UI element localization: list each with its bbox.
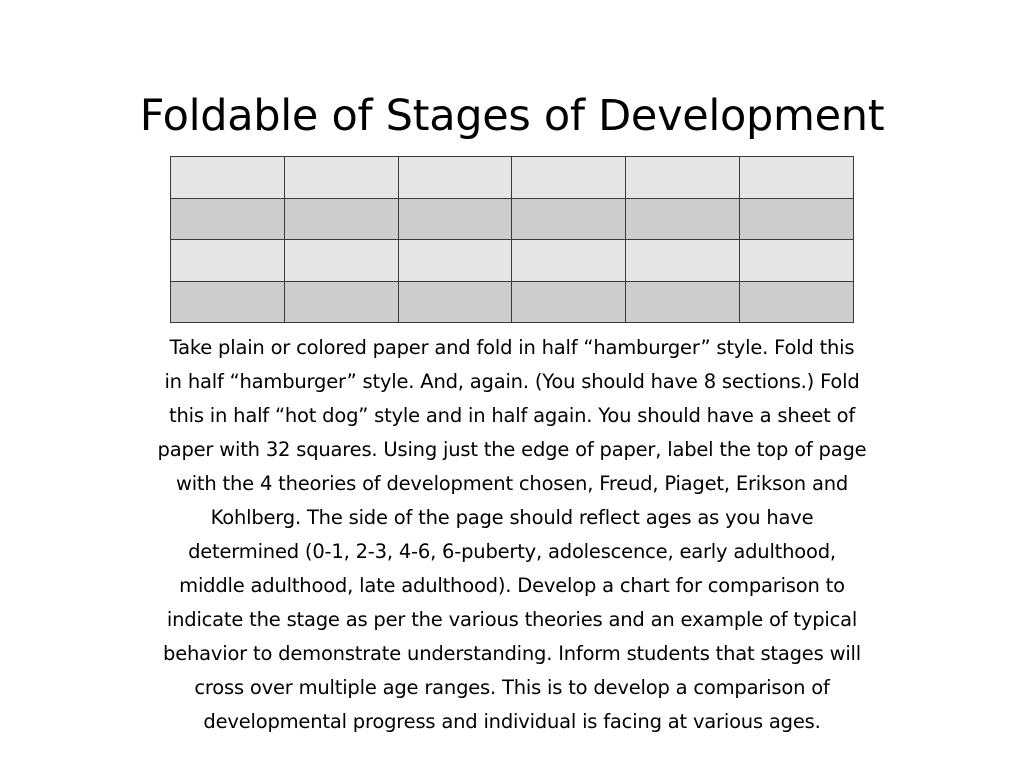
grid-cell [398,198,512,240]
grid-cell [284,198,398,240]
instruction-line: Kohlberg. The side of the page should reflect ages as you have [210,506,814,529]
grid-row [171,157,854,199]
instruction-line: in half “hamburger” style. And, again. (You should have 8 sections.) Fold [164,370,860,393]
grid-row [171,240,854,282]
instruction-line: with the 4 theories of development chosen, Freud, Piaget, Erikson and [175,472,849,495]
instructions-text [50,331,974,739]
grid-cell [284,157,398,199]
grid-row [171,198,854,240]
grid-cell [284,281,398,323]
instruction-line: paper with 32 squares. Using just the edge of paper, label the top of page [157,438,867,461]
grid-cell [740,198,854,240]
grid-cell [284,240,398,282]
instruction-line: Take plain or colored paper and fold in half “hamburger” style. Fold this [169,336,855,359]
grid-cell [740,281,854,323]
foldable-grid-body [171,157,854,323]
grid-row [171,281,854,323]
instruction-line: middle adulthood, late adulthood). Develop a chart for comparison to [179,574,845,597]
instruction-line: determined (0-1, 2-3, 4-6, 6-puberty, adolescence, early adulthood, [188,540,836,563]
grid-cell [512,157,626,199]
grid-cell [171,281,285,323]
grid-cell [626,157,740,199]
grid-cell [626,281,740,323]
grid-cell [626,198,740,240]
grid-cell [398,240,512,282]
instruction-line: indicate the stage as per the various theories and an example of typical [166,608,858,631]
instruction-line: this in half “hot dog” style and in half again. You should have a sheet of [169,404,855,427]
grid-cell [512,281,626,323]
grid-cell [512,240,626,282]
slide-title: Foldable of Stages of Development [139,91,885,141]
grid-cell [740,240,854,282]
instruction-line: behavior to demonstrate understanding. Inform students that stages will [163,642,861,665]
grid-cell [398,157,512,199]
grid-cell [398,281,512,323]
grid-cell [171,157,285,199]
grid-cell [171,198,285,240]
grid-cell [626,240,740,282]
grid-cell [740,157,854,199]
grid-cell [171,240,285,282]
foldable-grid [170,156,854,323]
grid-cell [512,198,626,240]
instruction-line: developmental progress and individual is facing at various ages. [203,710,821,733]
instruction-line: cross over multiple age ranges. This is to develop a comparison of [194,676,830,699]
